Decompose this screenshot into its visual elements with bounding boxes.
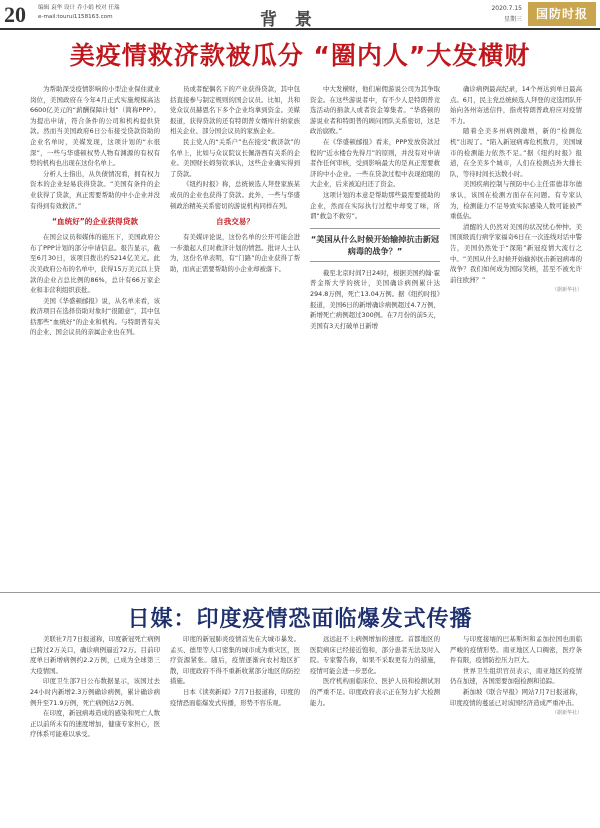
paragraph: 《纽约时报》称，总统候选人拜登家族某成员的企业也获得了贷款。此外，一些与华盛顿政治精英关系密切的游说机构同样在列。 [170, 180, 300, 210]
pull-quote-box [310, 228, 440, 262]
article1-column-4 [450, 84, 582, 584]
article2-column-3 [310, 634, 440, 824]
credit-email: e-mail:tourui1158163.com [38, 14, 113, 20]
paragraph: 这项计划的本意是帮助那些最需要援助的企业，然而在实际执行过程中却变了味，所谓“救急不救穷”。 [310, 190, 440, 221]
credit-line: 编辑 袁华 设计 乔小娟 校对 任瑞 [38, 5, 120, 11]
issue-date [478, 3, 522, 25]
paragraph: 为帮助深受疫情影响的小型企业保住就业岗位，美国政府在今年4月正式实施规模高达6600亿美元的“薪酬保障计划”（简称PPP）。为提出申请，符合条件的公司和机构提供贷款。然而当美国政府6日公布接受贷款资助的企业名单时，美媒发现，这项计划的“水很深”，一些与华盛顿权势人物有渊源的有权有势的机构也出现在这份名单上。 [30, 85, 160, 168]
section-title: 背 景 [260, 10, 318, 30]
paragraph: 医疗机构面临床位、医护人员和检测试剂的严重不足。印度政府表示正在努力扩大检测能力。 [310, 677, 440, 707]
paragraph: 印度卫生部7日公布数据显示，该国过去24小时内新增2.3万例确诊病例，累计确诊病例升至71.9万例，死亡病例达2万例。 [30, 677, 160, 707]
paragraph: 在《华盛顿邮报》看来，PPP发放贷款过程的“近水楼台先得月”的原则，并没有对申请者作任何审核，受到影响最大的是真正需要救济的中小企业。一些在贷款过程中表现抢眼的大企业，后来被迫归还了资金。 [310, 137, 440, 189]
paragraph: 与印度接壤的巴基斯坦和孟加拉国也面临严峻的疫情形势。南亚地区人口稠密，医疗条件有限，疫情防控压力巨大。 [450, 635, 582, 665]
article2-column-4 [450, 634, 582, 824]
paragraph: 美联社7月7日报道称，印度新冠死亡病例已跨过2万关口，确诊病例逼近72万。目前印度单日新增病例约2.2万例，已成为全球第三大疫情国。 [30, 635, 160, 675]
article2-column-1 [30, 634, 160, 824]
weekday-text: 星期三 [503, 16, 522, 23]
article1-source: （据新华社） [551, 287, 582, 294]
article1-subheading-2: 自我交易？ [216, 217, 254, 227]
paragraph: 有美媒评论说，这份名单的公开可能会进一步激起人们对救济计划的愤怒。批评人士认为，这份名单表明，有“门路”的企业获得了帮助，而真正需要帮助的小企业却被落下。 [170, 233, 300, 273]
newspaper-masthead-logo: 国防时报 [528, 2, 596, 26]
paragraph: 美国疾病控制与预防中心主任雷德菲尔德承认，该国在检测方面存在问题。有专家认为，检测能力不足导致实际感染人数可能被严重低估。 [450, 180, 582, 221]
date-text: 2020.7.15 [491, 5, 522, 12]
page-header [0, 0, 600, 30]
paragraph: 印度的新冠肺炎疫情首先在大城市暴发。孟买、德里等人口密集的城市成为重灾区，医疗资源紧张。随后，疫情逐渐向农村地区扩散，印度政府不得不重新收紧部分地区的防控措施。 [170, 635, 300, 686]
paragraph: 员或者配偶名下的产业获得贷款，其中包括直接参与制定规则的国会议员。比如，共和党众议员赫恩名下多个企业均拿到资金。美媒报道，获得贷款的还有特朗普女婿库什纳家族相关企业、部分国会议员的家族企业。 [170, 85, 300, 136]
article1-column-3 [310, 84, 440, 584]
article-divider [0, 592, 600, 593]
pull-quote: “美国从什么时候开始输掉抗击新冠病毒的战争？” [310, 233, 440, 256]
paragraph: 美国《华盛顿邮报》说，从名单来看，该救济项目在选择资助对象时“很随意”，其中包括那些“血统好”的企业和机构。与特朗普有关的企业、国会议员的亲属企业也在列。 [30, 296, 160, 337]
article2-source: （据新华社） [551, 710, 582, 717]
article2-headline: 日媒：印度疫情恐面临爆发式传播 [127, 607, 473, 632]
paragraph: 世界卫生组织官员表示，南亚地区的疫情仍在加速，各国需要加强检测和追踪。 [450, 666, 582, 686]
paragraph: 截至北京时间7日24时，根据美国约翰·霍普金斯大学的统计，美国确诊病例累计达294.8万例，死亡13.04万例。据《纽约时报》报道，美国6日的新增确诊病例超过4.7万例，新增死亡病例超过300例。在7月份的前5天，美国有3天打破单日新增 [310, 268, 440, 330]
article2-column-2 [170, 634, 300, 824]
paragraph: 清醒的人仍然对美国的状况忧心忡忡。美国顶级流行病学家福奇6日在一次连线对话中警告，美国仍然处于“深陷”新冠疫情大流行之中。“美国从什么时候开始输掉抗击新冠病毒的战争？我们如何成为国际笑柄，甚至不被允许前往欧洲？” [450, 222, 582, 284]
paragraph: 随着全美多州病例激增，新的“检测危机”出现了。“陷入新冠病毒危机数月，美国城市的检测能力依然不足。”据《纽约时报》报道，在全美多个城市，人们在检测点外大排长队，等待时间长达数小时。 [450, 127, 582, 178]
paragraph: 确诊病例最高纪录，14个州达到单日最高点。6月，民主党总统候选人拜登的竞选团队开始向各州寄送信件，指责特朗普政府应对疫情不力。 [450, 85, 582, 125]
article1-subheading-1: “血统好”的企业获得贷款 [52, 217, 138, 227]
paragraph: 在国会议员和媒体的施压下，美国政府公布了PPP计划的部分申请信息。报告显示，截至6月30日，该项目拨出约5214亿美元。此次美政府公布的名单中，获得15万美元以上贷款的企业占总比例的86%，总计有66万家企业和非营利组织获批。 [30, 233, 160, 295]
paragraph: 中大发横财，他们雇佣游说公司为其争取资金。在这些游说者中，有不少人是特朗普竞选活动的捐款人或者资金筹集者。“华盛顿的游说业者和特朗普的顾问团队关系密切，这是政治腐败。” [310, 85, 440, 136]
paragraph: 远远赶不上病例增加的速度。首都地区的医院病床已经接近饱和，部分患者无法及时入院。专家警告称，如果不采取更有力的措施，疫情可能会进一步恶化。 [310, 635, 440, 675]
article1-column-1 [30, 84, 160, 584]
paragraph: 日本《读卖新闻》7月7日报道称，印度的疫情恐面临爆发式传播，形势不容乐观。 [170, 687, 300, 707]
article1-column-2 [170, 84, 300, 584]
paragraph: 新加坡《联合早报》网站7月7日报道称，印度疫情的蔓延已对该国经济造成严重冲击。 [450, 687, 582, 707]
paragraph: 民主党人的“关系户”也在接受“救济款”的名单上，比如与众议院议长佩洛西有关系的企业。美国财长姆努钦承认，这些企业确实得到了贷款。 [170, 137, 300, 178]
paragraph: 在印度，新冠病毒造成的感染和死亡人数正以前所未有的速度增加，健康专家担心，医疗体系可能难以承受。 [30, 709, 160, 739]
page-number: 20 [4, 2, 26, 27]
paragraph: 分析人士指出，从负债情况看，拥有权力资本的企业轻易获得贷款。“美国有条件的企业获得了贷款，真正需要帮助的中小企业并没有得到有效救济。” [30, 169, 160, 210]
article1-headline: 美疫情救济款被瓜分 “圈内人”大发横财 [69, 41, 531, 70]
editor-credits [38, 4, 120, 22]
